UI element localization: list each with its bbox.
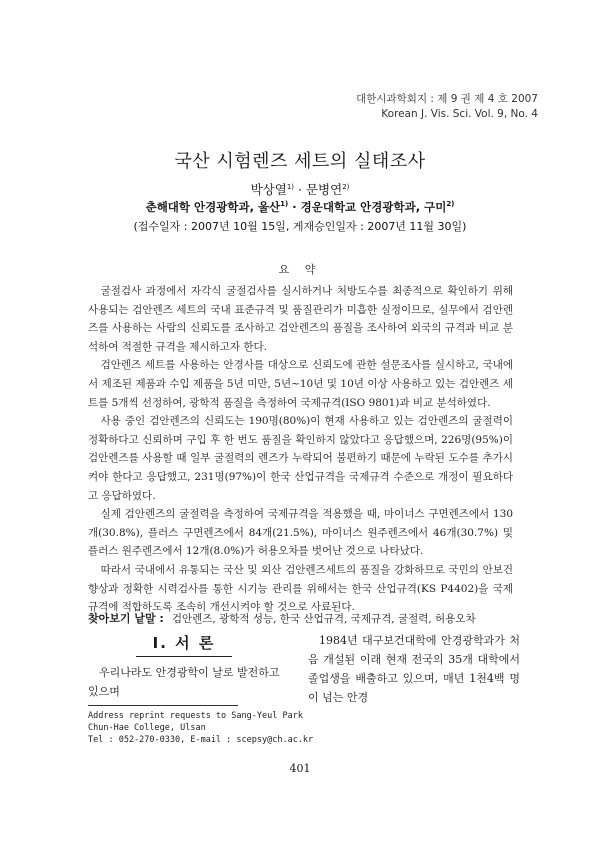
journal-citation-english: Korean J. Vis. Sci. Vol. 9, No. 4 <box>381 108 538 120</box>
author-name: 문병연 <box>305 182 343 197</box>
abstract-paragraph: 굴절검사 과정에서 자각식 굴절검사를 실시하거나 처방도수를 최종적으로 확인하기 위해 사용되는 검안렌즈 세트의 국내 표준규격 및 품질관리가 미흡한 실정이므로, 실무에서 검안렌즈를 사용하는 사람의 신뢰도를 조사하고 검안렌즈의 품질을 조사하여 외국의 규격과 비교 분석하여 적절한 규격을 제시하고자 한다. <box>88 285 513 353</box>
keywords <box>88 610 513 626</box>
section-heading-introduction: I. 서 론 <box>124 632 244 653</box>
abstract-body <box>88 282 513 617</box>
affiliation-line <box>0 199 600 215</box>
footnote-line: Tel : 052-270-0330, E-mail : scepsy@ch.ac.kr <box>88 735 314 745</box>
intro-paragraph: 1984년 대구보건대학에 안경광학과가 처음 개설된 이래 현재 전국의 35개 대학에서 졸업생을 배출하고 있으며, 매년 1천4백 명이 넘는 안경 <box>308 634 520 704</box>
intro-left-column: 우리나라도 안경광학이 날로 발전하고 있으며 <box>88 666 280 698</box>
affiliation-text: · 경운대학교 안경광학과, 구미 <box>288 200 447 214</box>
author-name: 박상열 <box>250 182 287 197</box>
abstract-heading: 요 약 <box>278 263 322 276</box>
correspondence-footnote <box>88 710 313 746</box>
affiliation-text: 춘해대학 안경광학과, 울산 <box>145 200 281 214</box>
keywords-text: 검안렌즈, 광학적 성능, 한국 산업규격, 국제규격, 굴절력, 허용오차 <box>171 613 476 625</box>
footnote-line: Chun-Hae College, Ulsan <box>88 723 206 733</box>
affiliation-marker: 2) <box>446 200 455 208</box>
affiliation-marker: 1) <box>286 183 295 191</box>
author-line <box>0 180 600 198</box>
footnote-line: Address reprint requests to Sang-Yeul Park <box>88 711 303 721</box>
abstract-paragraph: 사용 중인 검안렌즈의 신뢰도는 190명(80%)이 현재 사용하고 있는 검안렌즈의 굴절력이 정확하다고 신뢰하며 구입 후 한 번도 품질을 확인하지 않았다고 응답했으며, 226명(95%)이 검안렌즈를 사용할 때 일부 굴절력의 렌즈가 누락되어 불편하기 때문에 누락된 도수를 추가시켜야 한다고 응답했고, 231명(97%)이 한국 산업규격을 국제규격 수준으로 개정이 필요하다고 응답하였다. <box>88 415 513 502</box>
abstract-paragraph: 실제 검안렌즈의 굴절력을 측정하여 국제규격을 적용했을 때, 마이너스 구면렌즈에서 130개(30.8%), 플러스 구면렌즈에서 84개(21.5%), 마이너스 원주렌즈에서 46개(30.7%) 및 플러스 원주렌즈에서 12개(8.0%)가 허용오차를 벗어난 것으로 나타났다. <box>88 508 513 558</box>
footnote-divider <box>88 705 238 706</box>
submission-dates: (접수일자 : 2007년 10월 15일, 게재승인일자 : 2007년 11월 30일) <box>133 220 467 233</box>
affiliation-marker: 2) <box>342 183 350 191</box>
page-number: 401 <box>289 762 311 775</box>
abstract-paragraph: 검안렌즈 세트를 사용하는 안경사를 대상으로 신뢰도에 관한 설문조사를 실시하고, 국내에서 제조된 제품과 수입 제품을 5년 미만, 5년~10년 및 10년 이상 사용하고 있는 검안렌즈 세트를 5개씩 선정하여, 광학적 품질을 측정하여 국제규격(ISO 9801)과 비교 분석하였다. <box>88 359 513 409</box>
paper-title: 국산 시험렌즈 세트의 실태조사 <box>174 151 426 172</box>
journal-citation-korean: 대한시과학회지 : 제 9 권 제 4 호 2007 <box>356 93 538 105</box>
keywords-label: 찾아보기 낱말 : <box>88 612 164 625</box>
intro-right-column <box>308 631 520 707</box>
affiliation-marker: 1) <box>280 200 289 208</box>
author-separator: · <box>294 182 306 197</box>
abstract-paragraph: 따라서 국내에서 유통되는 국산 및 외산 검안렌즈세트의 품질을 강화하므로 국민의 안보건 향상과 정확한 시력검사를 통한 시기능 관리를 위해서는 한국 산업규격(KS P4402)을 국제규격에 적합하도록 조속히 개선시켜야 할 것으로 사료된다. <box>88 563 513 614</box>
journal-citation <box>356 92 538 122</box>
